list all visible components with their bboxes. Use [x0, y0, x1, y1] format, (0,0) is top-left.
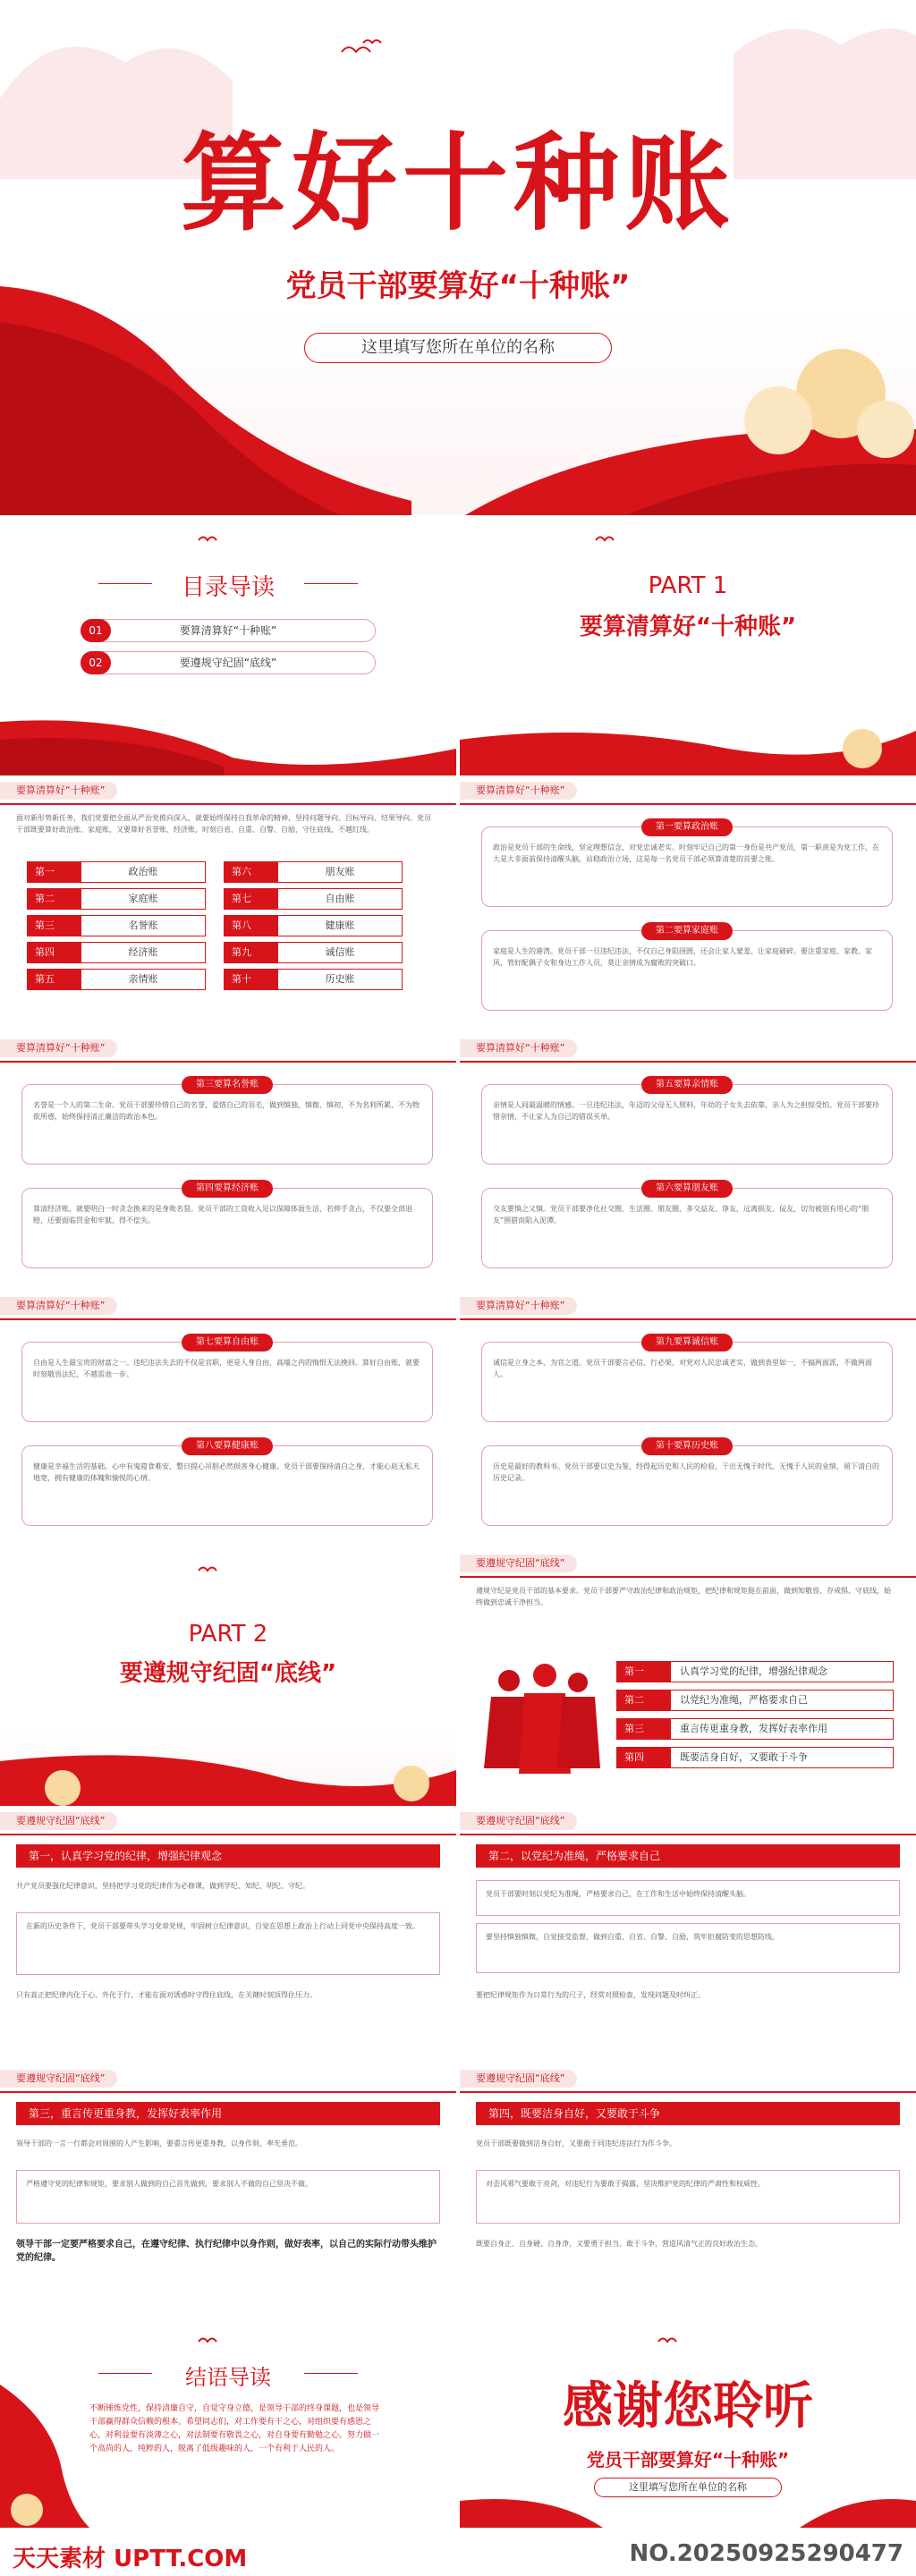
footer-serial: NO.20250925290477: [629, 2540, 903, 2567]
content-box: 第三要算名誉账 名誉是一个人的第二生命。党员干部要珍惜自己的名誉，爱惜自己的羽毛，做到慎独、慎微、慎初，不为名利所累，不为物欲所惑，始终保持清正廉洁的政治本色。: [21, 1084, 433, 1165]
section-header: 要算清算好“十种账”: [0, 1297, 117, 1315]
content-box: 第十要算历史账 历史是最好的教科书。党员干部要以史为鉴，经得起历史和人民的检验，干出无愧于时代、无愧于人民的业绩，留下清白的历史记录。: [481, 1445, 893, 1526]
discipline-item: 第一 认真学习党的纪律，增强纪律观念: [616, 1661, 894, 1682]
header-divider: [460, 1061, 916, 1063]
discipline-item: 第三 重言传更重身教，发挥好表率作用: [616, 1718, 894, 1740]
content-box: 第四要算经济账 算清经济账，就要明白一时贪念换来的是身败名裂。党员干部的工资收入足以保障体面生活，若伸手贪占，不仅要全部退赔，还要面临罚金和牢狱，得不偿失。: [21, 1188, 433, 1268]
part1-title: 要算清算好“十种账”: [579, 614, 797, 640]
cover-slide: [0, 0, 916, 515]
discipline-detail-slide: 要遵规守纪固“底线” 第二，以党纪为准绳，严格要求自己 党员干部要时刻以党纪为准绳，严格要求自己，在工作和生活中始终保持清醒头脑。 要坚持慎独慎微，自觉接受监督，做到自重、自省、自警、自励，筑牢拒腐防变的思想防线。 要把纪律规矩作为日常行为的尺子，经常对照检查，发现问题及时纠正。: [460, 1807, 916, 2063]
content-box: 党员干部要时刻以党纪为准绳，严格要求自己，在工作和生活中始终保持清醒头脑。: [476, 1880, 900, 1916]
red-wave-decoration: [460, 713, 916, 775]
toc-slide: [0, 519, 456, 775]
part2-label: PART 2: [188, 1621, 268, 1648]
content-box: 第二要算家庭账 家庭是人生的港湾。党员干部一旦违纪违法，不仅自己身陷囹圄，还会让家人蒙羞、让家庭破碎。要注重家庭、家教、家风，管好配偶子女和身边工作人员，莫让亲情成为腐败的突破口。: [481, 930, 893, 1011]
discipline-overview-slide: [460, 1549, 916, 1806]
red-wave-decoration: [460, 2465, 916, 2528]
discipline-detail-slide: 要遵规守纪固“底线” 第三，重言传更重身教，发挥好表率作用 领导干部的一言一行都会对周围的人产生影响，要重言传更重身教，以身作则、率先垂范。 严格遵守党的纪律和规矩，要求别人做到的自己首先做到，要求别人不做的自己坚决不做。 领导干部一定要严格要求自己，在遵守纪律、执行纪律中以身作则，做好表率，以自己的实际行动带头维护党的纪律。: [0, 2064, 456, 2321]
footer-brand: 天天素材 UPTT.COM: [13, 2546, 248, 2572]
section-header: 要算清算好“十种账”: [0, 782, 117, 800]
red-wave-decoration: [0, 713, 456, 775]
header-divider: [0, 1318, 456, 1320]
header-divider: [460, 2091, 916, 2093]
birds-icon: [197, 1560, 224, 1576]
content-box: 第九要算诚信账 诚信是立身之本、为官之道。党员干部要言必信、行必果，对党对人民忠诚老实，做到表里如一，不搞两面派，不做两面人。: [481, 1342, 893, 1422]
account-detail-slide: [460, 1034, 916, 1291]
thanks-unit-label: 这里填写您所在单位的名称: [594, 2478, 782, 2497]
closing-title: 结语导读: [185, 2365, 271, 2390]
header-divider: [460, 1834, 916, 1835]
thanks-slide: [460, 2322, 916, 2528]
part2-slide: [0, 1549, 456, 1806]
cover-subtitle: 党员干部要算好“十种账”: [285, 268, 631, 304]
part1-label: PART 1: [648, 572, 728, 599]
section-header: 要遵规守纪固“底线”: [0, 2070, 117, 2088]
header-divider: [460, 1576, 916, 1578]
content-box: 第七要算自由账 自由是人生最宝贵的财富之一。违纪违法失去的不仅是官职，更是人身自由，高墙之内的悔恨无法挽回。算好自由账，就要时刻敬畏法纪，不越雷池一步。: [21, 1342, 433, 1422]
section-header: 要遵规守纪固“底线”: [0, 1812, 117, 1830]
party-figures-icon: [478, 1661, 603, 1777]
part2-title: 要遵规守纪固“底线”: [119, 1660, 337, 1687]
account-detail-slide: [460, 1292, 916, 1548]
content-box: 要坚持慎独慎微，自觉接受监督，做到自重、自省、自警、自励，筑牢拒腐防变的思想防线。: [476, 1923, 900, 1973]
red-wave-decoration: [0, 1743, 456, 1806]
discipline-detail-slide: 要遵规守纪固“底线” 第一，认真学习党的纪律，增强纪律观念 共产党员要强化纪律意识，坚持把学习党的纪律作为必修课，做到学纪、知纪、明纪、守纪。 在新的历史条件下，党员干部要带头学习党章党规，牢固树立纪律意识，自觉在思想上政治上行动上同党中央保持高度一致。 只有真正把纪律内化于心、外化于行，才能在面对诱惑时守得住底线，在关键时刻顶得住压力。: [0, 1807, 456, 2063]
account-item: 第四 经济账: [27, 942, 206, 963]
account-item: 第九 诚信账: [224, 942, 403, 963]
part1-slide: [460, 519, 916, 775]
header-divider: [0, 2091, 456, 2093]
discipline-item: 第四 既要洁身自好，又要敢于斗争: [616, 1747, 894, 1768]
cover-title: 算好十种账: [180, 121, 735, 245]
toc-item-number: 02: [81, 651, 111, 674]
thanks-subtitle: 党员干部要算好“十种账”: [586, 2449, 790, 2470]
account-item: 第五 亲情账: [27, 969, 206, 990]
point-heading: 第二，以党纪为准绳，严格要求自己: [476, 1844, 900, 1868]
account-item: 第八 健康账: [224, 915, 403, 936]
point-heading: 第一，认真学习党的纪律，增强纪律观念: [16, 1844, 440, 1868]
header-divider: [0, 803, 456, 805]
birds-icon: [657, 2331, 683, 2347]
toc-item-label: 要遵规守纪固“底线”: [179, 657, 277, 669]
closing-slide: [0, 2322, 456, 2528]
content-box: 严格遵守党的纪律和规矩，要求别人做到的自己首先做到，要求别人不做的自己坚决不做。: [16, 2170, 440, 2224]
header-divider: [460, 1318, 916, 1320]
header-divider: [460, 803, 916, 805]
content-box: 在新的历史条件下，党员干部要带头学习党章党规，牢固树立纪律意识，自觉在思想上政治上行动上同党中央保持高度一致。: [16, 1912, 440, 1975]
section-header: 要遵规守纪固“底线”: [460, 2070, 577, 2088]
red-flag-decoration: [0, 2385, 89, 2528]
section-header: 要算清算好“十种账”: [0, 1039, 117, 1057]
closing-text: 不断锤炼党性，保持清廉自守，自觉守身立德，是领导干部的终身课题，也是领导干部赢得群众信赖的根本。希望同志们，对工作要有干之心，对组织要有感恩之心，对利益要有淡薄之心，对法制要有敬畏之心，对自身要有勤勉之心。努力做一个高尚的人，纯粹的人，脱离了低级趣味的人，一个有利于人民的人。: [89, 2404, 380, 2453]
intro-text: 遵规守纪是党员干部的基本要求。党员干部要严守政治纪律和政治规矩，把纪律和规矩挺在前面，做到知敬畏、存戒惧、守底线，始终做到忠诚干净担当。: [476, 1587, 891, 1606]
content-box: 第一要算政治账 政治是党员干部的生命线，坚定理想信念，对党忠诚老实。时刻牢记自己的第一身份是共产党员，第一职责是为党工作，在大是大非面前保持清醒头脑，站稳政治立场，这是每一名党员干部必须算清楚的首要之账。: [481, 826, 893, 907]
birds-icon: [197, 530, 224, 546]
account-item: 第三 名誉账: [27, 915, 206, 936]
toc-item-label: 要算清算好“十种账”: [179, 624, 277, 637]
toc-item-number: 01: [81, 619, 111, 642]
section-header: 要遵规守纪固“底线”: [460, 1812, 577, 1830]
account-item: 第七 自由账: [224, 888, 403, 910]
point-heading: 第四，既要洁身自好，又要敢于斗争: [476, 2102, 900, 2125]
cover-unit-label: 这里填写您所在单位的名称: [304, 333, 612, 363]
account-detail-slide: [0, 1292, 456, 1548]
red-flag-decoration: [0, 0, 916, 515]
account-item: 第十 历史账: [224, 969, 403, 990]
birds-icon: [594, 530, 621, 546]
toc-title: 目录导读: [181, 574, 275, 601]
content-box: 第五要算亲情账 亲情是人间最温暖的情感。一旦违纪违法，年迈的父母无人照料，年幼的子女失去依靠，亲人为之担惊受怕。党员干部要珍惜亲情，不让家人为自己的错误买单。: [481, 1084, 893, 1165]
content-box: 对歪风邪气要敢于亮剑，对违纪行为要敢于揭露，坚决维护党的纪律的严肃性和权威性。: [476, 2170, 900, 2224]
header-divider: [0, 1061, 456, 1063]
content-box: 第六要算朋友账 交友要慎之又慎。党员干部要净化社交圈、生活圈、朋友圈，多交益友、诤友，远离损友、佞友，切勿被别有用心的“朋友”围猎而陷入泥潭。: [481, 1188, 893, 1268]
discipline-item: 第二 以党纪为准绳，严格要求自己: [616, 1690, 894, 1711]
section-header: 要算清算好“十种账”: [460, 1039, 577, 1057]
footer-bar: [0, 2531, 916, 2576]
toc-item[interactable]: [81, 651, 376, 674]
discipline-detail-slide: 要遵规守纪固“底线” 第四，既要洁身自好，又要敢于斗争 党员干部既要做到洁身自好，又要敢于同违纪违法行为作斗争。 对歪风邪气要敢于亮剑，对违纪行为要敢于揭露，坚决维护党的纪律的严肃性和权威性。 既要自身正、自身硬、自身净，又要勇于担当、敢于斗争，营造风清气正的良好政治生态。: [460, 2064, 916, 2321]
account-detail-slide: [0, 1034, 456, 1291]
section-header: 要算清算好“十种账”: [460, 1297, 577, 1315]
content-box: 第八要算健康账 健康是幸福生活的基础。心中有鬼寝食难安，整日提心吊胆必然损害身心健康。党员干部要保持清白之身，才能心底无私天地宽，拥有健康的体魄和愉悦的心情。: [21, 1445, 433, 1526]
intro-text: 面对新形势新任务，我们党要把全面从严治党推向深入，就要始终保持自我革命的精神，坚持问题导向、目标导向、结果导向。党员干部既要算好政治账、家庭账，又要算好名誉账、经济账，时刻自省、自重、自警、自励，守住底线、不越红线。: [16, 814, 431, 834]
header-divider: [0, 1834, 456, 1835]
section-header: 要遵规守纪固“底线”: [460, 1555, 577, 1572]
account-item: 第一 政治账: [27, 861, 206, 883]
thanks-title: 感谢您聆听: [563, 2377, 813, 2436]
section-header: 要算清算好“十种账”: [460, 782, 577, 800]
toc-item[interactable]: [81, 619, 376, 642]
account-item: 第六 朋友账: [224, 861, 403, 883]
account-detail-slide: [460, 776, 916, 1033]
account-item: 第二 家庭账: [27, 888, 206, 910]
point-heading: 第三，重言传更重身教，发挥好表率作用: [16, 2102, 440, 2125]
birds-icon: [197, 2331, 224, 2347]
accounts-list-slide: [0, 776, 456, 1033]
